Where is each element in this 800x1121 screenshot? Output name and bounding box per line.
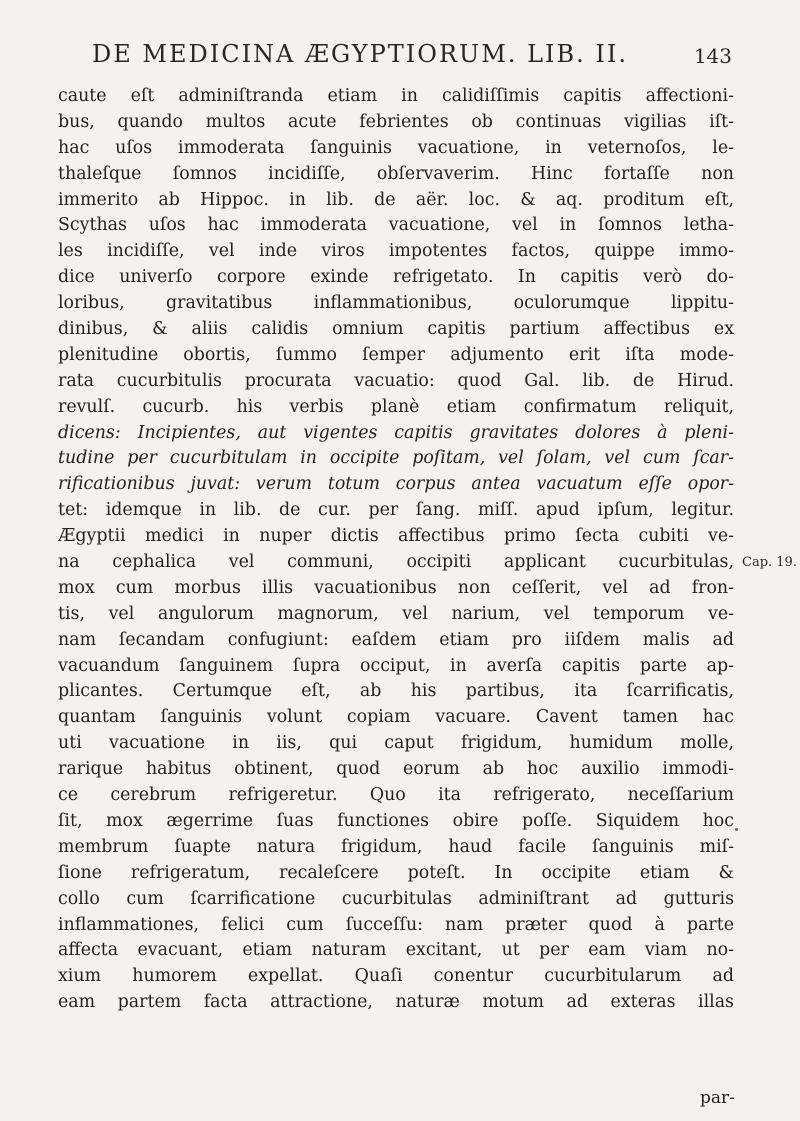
text-line: quantam ſanguinis volunt copiam vacuare. Cavent tamen hac	[58, 707, 734, 728]
text-line: rata cucurbitulis procurata vacuatio: quod Gal. lib. de Hirud.	[58, 370, 734, 391]
text-line: vacuandum ſanguinem ſupra occiput, in averſa capitis parte ap-	[58, 655, 734, 676]
text-line: immerito ab Hippoc. in lib. de aër. loc. & aq. proditum eſt,	[58, 189, 734, 210]
text-line: les incidiſſe, vel inde viros impotentes factos, quippe immo-	[58, 241, 734, 262]
text-line: caute eſt adminiſtranda etiam in calidiſſimis capitis affectioni-	[58, 86, 734, 106]
text-line: eam partem facta attractione, naturæ motum ad exteras illas	[58, 992, 734, 1013]
text-line: rificationibus juvat: verum totum corpus antea vacuatum eſſe opor-	[58, 474, 734, 495]
text-line: loribus, gravitatibus inflammationibus, oculorumque lippitu-	[58, 293, 734, 314]
text-line: membrum ſuapte natura frigidum, haud facile ſanguinis miſ-	[58, 836, 734, 857]
text-line: Ægyptii medici in nuper dictis affectibus primo ſecta cubiti ve-	[58, 526, 734, 547]
running-head	[92, 40, 732, 68]
text-line: inflammationes, felici cum ſucceſſu: nam præter quod à parte	[58, 914, 734, 935]
text-line: collo cum ſcarrificatione cucurbitulas adminiſtrant ad gutturis	[58, 888, 734, 909]
text-line: Scythas uſos hac immoderata vacuatione, vel in ſomnos letha-	[58, 215, 734, 236]
text-line: revulſ. cucurb. his verbis planè etiam confirmatum reliquit,	[58, 396, 734, 417]
text-line: plicantes. Certumque eſt, ab his partibus, ita ſcarrificatis,	[58, 681, 734, 702]
text-line: nam ſecandam confugiunt: eaſdem etiam pro iiſdem malis ad	[58, 629, 734, 650]
text-line: bus, quando multos acute febrientes ob continuas vigilias iſt-	[58, 111, 734, 132]
text-line: uti vacuatione in iis, qui caput frigidum, humidum molle,	[58, 733, 734, 754]
text-line: tet: idemque in lib. de cur. per ſang. miſſ. apud ipſum, legitur.	[58, 500, 734, 521]
body-text	[58, 84, 734, 1016]
margin-note: Cap. 19.	[742, 555, 797, 570]
text-line: ſione refrigeratum, recaleſcere poteſt. In occipite etiam &	[58, 862, 734, 883]
text-line: tis, vel angulorum magnorum, vel narium, vel temporum ve-	[58, 603, 734, 624]
text-line: plenitudine obortis, ſummo ſemper adjumento erit iſta mode-	[58, 344, 734, 365]
text-line: hac uſos immoderata ſanguinis vacuatione, in veternoſos, le-	[58, 137, 734, 158]
text-line: thaleſque ſomnos incidiſſe, obſervaverim. Hinc fortaſſe non	[58, 163, 734, 184]
catchword: par-	[700, 1088, 735, 1108]
text-line: rarique habitus obtinent, quod eorum ab hoc auxilio immodi-	[58, 759, 734, 780]
text-line: dinibus, & aliis calidis omnium capitis partium affectibus ex	[58, 319, 734, 340]
text-line: affecta evacuant, etiam naturam excitant, ut per eam viam no-	[58, 940, 734, 961]
text-line: mox cum morbus illis vacuationibus non ceſſerit, vel ad fron-	[58, 577, 734, 598]
text-line: na cephalica vel communi, occipiti applicant cucurbitulas,	[58, 552, 734, 573]
text-line: tudine per cucurbitulam in occipite poſitam, vel ſolam, vel cum ſcar-	[58, 448, 734, 469]
text-line: dicens: Incipientes, aut vigentes capitis gravitates dolores à pleni-	[58, 422, 734, 443]
text-line: ſit, mox ægerrime ſuas functiones obire poſſe. Siquidem hoc	[58, 810, 734, 831]
ink-speck	[735, 828, 738, 831]
page-number: 143	[693, 44, 732, 68]
text-line: ce cerebrum refrigeretur. Quo ita refrigerato, neceſſarium	[58, 785, 734, 806]
text-line: dice univerſo corpore exinde refrigetato. In capitis verò do-	[58, 267, 734, 288]
text-line: xium humorem expellat. Quaſi conentur cucurbitularum ad	[58, 966, 734, 987]
running-title: DE MEDICINA ÆGYPTIORUM. LIB. II.	[92, 40, 628, 68]
